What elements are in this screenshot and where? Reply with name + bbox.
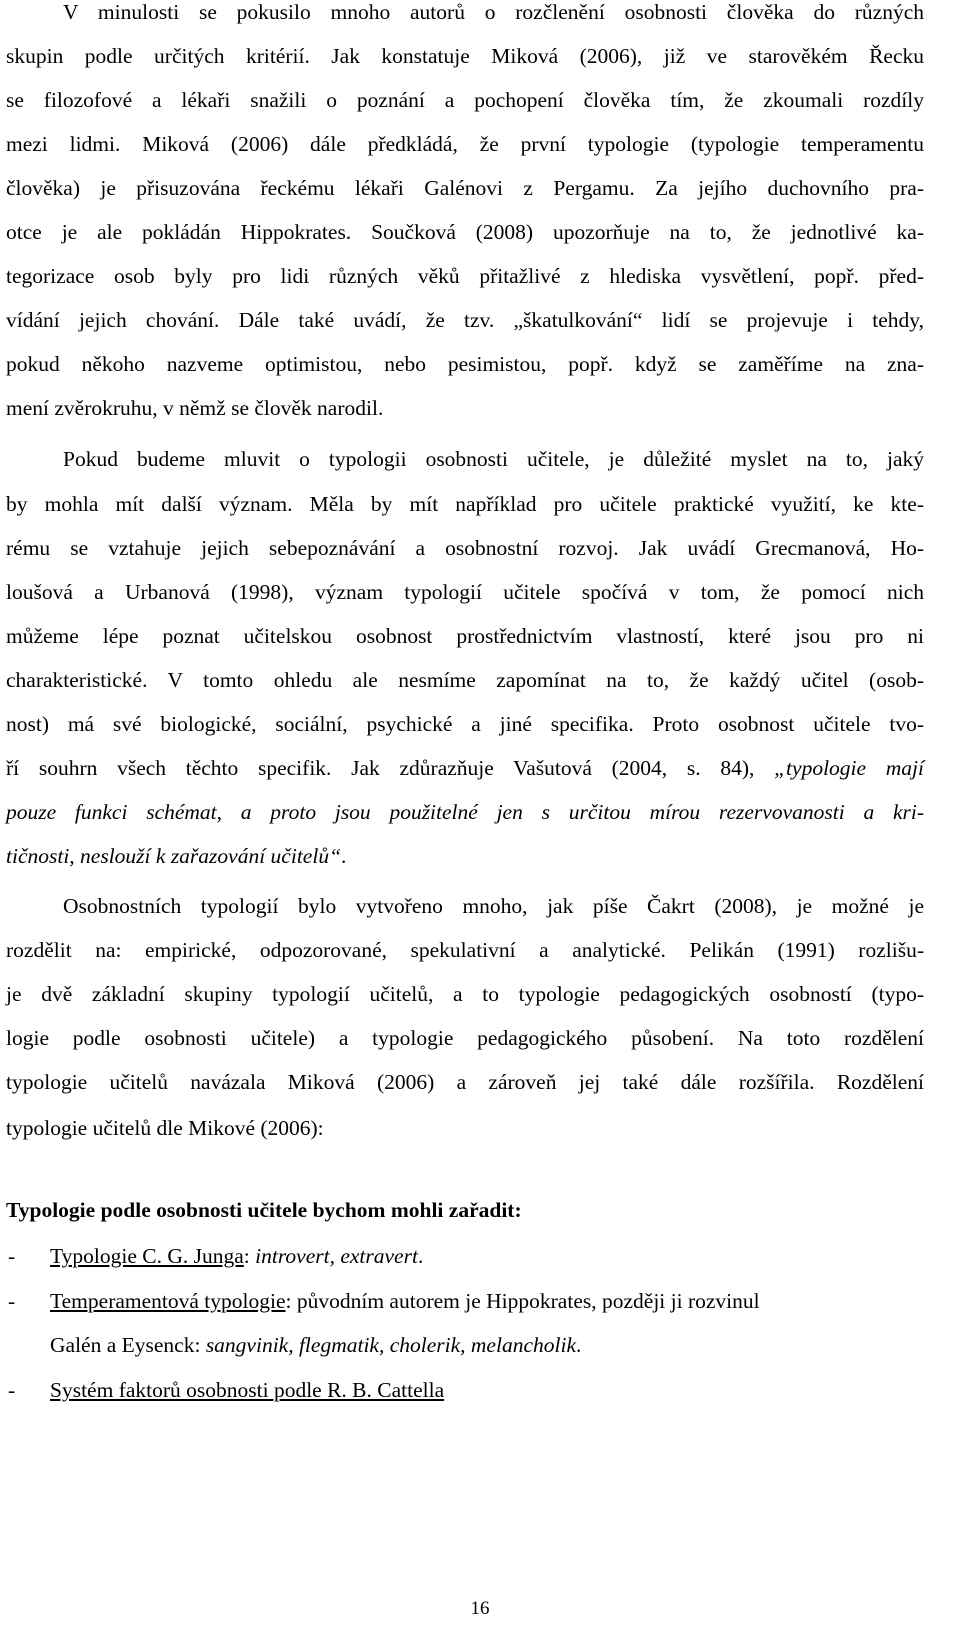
- text-line: otce je ale pokládán Hippokrates. Součková (2008) upozorňuje na to, že jednotlivé ka-: [6, 220, 924, 244]
- text-run: Galén a Eysenck:: [50, 1333, 206, 1357]
- text-line: rozdělit na: empirické, odpozorované, spekulativní a analytické. Pelikán (1991) rozlišu-: [6, 938, 924, 962]
- text-line: by mohla mít další význam. Měla by mít například pro učitele praktické využití, ke kte-: [6, 492, 924, 516]
- list-item: [50, 1368, 924, 1412]
- text-line: pokud někoho nazveme optimistou, nebo pesimistou, popř. když se zaměříme na zna-: [6, 352, 924, 376]
- text-line: [6, 746, 924, 790]
- text-line: typologie učitelů dle Mikové (2006):: [6, 1116, 324, 1140]
- quote-italic: „typologie mají: [774, 756, 924, 780]
- text-run: : původním autorem je Hippokrates, později ji rozvinul: [285, 1289, 760, 1313]
- list-item-continuation: [50, 1323, 924, 1367]
- list-item-italic: sangvinik, flegmatik, cholerik, melancholik: [205, 1333, 576, 1357]
- text-line: typologie učitelů navázala Miková (2006) a zároveň jej také dále rozšířila. Rozdělení: [6, 1070, 924, 1094]
- quote-italic: tičnosti, neslouží k zařazování učitelů“: [6, 844, 342, 868]
- list-bullet: -: [8, 1244, 16, 1268]
- list-item-title: Typologie C. G. Junga: [50, 1244, 244, 1268]
- text-line: charakteristické. V tomto ohledu ale nesmíme zapomínat na to, že každý učitel (osob-: [6, 668, 924, 692]
- text-line: je dvě základní skupiny typologií učitelů, a to typologie pedagogických osobností (typo-: [6, 982, 924, 1006]
- text-line: se filozofové a lékaři snažili o poznání a pochopení člověka tím, že zkoumali rozdíly: [6, 88, 924, 112]
- page-number: 16: [470, 1598, 490, 1619]
- text-run: :: [243, 1244, 256, 1268]
- text-line: logie podle osobnosti učitele) a typologie pedagogického působení. Na toto rozdělení: [6, 1026, 924, 1050]
- text-line: [6, 790, 924, 834]
- text-line: nost) má své biologické, sociální, psychické a jiné specifika. Proto osobnost učitele tvo-: [6, 712, 924, 736]
- text-run: .: [575, 1333, 582, 1357]
- list-item-title: Systém faktorů osobnosti podle R. B. Cattella: [50, 1378, 445, 1402]
- list-item: [50, 1279, 924, 1323]
- list-item-title: Temperamentová typologie: [50, 1289, 286, 1313]
- text-run: .: [341, 844, 347, 868]
- text-line: tegorizace osob byly pro lidi různých věků přitažlivé z hlediska vysvětlení, popř. před-: [6, 264, 924, 288]
- text-line: mezi lidmi. Miková (2006) dále předkládá, že první typologie (typologie temperamentu: [6, 132, 924, 156]
- text-line: člověka) je přisuzována řeckému lékaři Galénovi z Pergamu. Za jejího duchovního pra-: [6, 176, 924, 200]
- list-item: [50, 1234, 924, 1278]
- quote-italic: pouze funkci schémat, a proto jsou použitelné jen s určitou mírou rezervovanosti a kri-: [6, 800, 924, 824]
- list-bullet: -: [8, 1289, 16, 1313]
- text-line: [6, 834, 924, 878]
- text-run: .: [417, 1244, 424, 1268]
- text-line: mení zvěrokruhu, v němž se člověk narodil.: [6, 396, 384, 420]
- text-line: rému se vztahuje jejich sebepoznávání a osobnostní rozvoj. Jak uvádí Grecmanová, Ho-: [6, 536, 924, 560]
- section-heading: Typologie podle osobnosti učitele bychom mohli zařadit:: [6, 1198, 522, 1222]
- text-line: Pokud budeme mluvit o typologii osobnosti učitele, je důležité myslet na to, jaký: [63, 447, 924, 471]
- text-line: Osobnostních typologií bylo vytvořeno mnoho, jak píše Čakrt (2008), je možné je: [63, 894, 924, 918]
- list-bullet: -: [8, 1378, 16, 1402]
- text-run: ří souhrn všech těchto specifik. Jak zdůrazňuje Vašutová (2004, s. 84),: [6, 756, 775, 780]
- text-line: můžeme lépe poznat učitelskou osobnost prostřednictvím vlastností, které jsou pro ni: [6, 624, 924, 648]
- list-item-italic: introvert, extravert: [255, 1244, 418, 1268]
- text-line: loušová a Urbanová (1998), význam typologií učitele spočívá v tom, že pomocí nich: [6, 580, 924, 604]
- text-line: V minulosti se pokusilo mnoho autorů o rozčlenění osobnosti člověka do různých: [63, 0, 924, 24]
- text-line: skupin podle určitých kritérií. Jak konstatuje Miková (2006), již ve starověkém Řecku: [6, 44, 924, 68]
- text-line: vídání jejich chování. Dále také uvádí, že tzv. „škatulkování“ lidí se projevuje i tehdy,: [6, 308, 924, 332]
